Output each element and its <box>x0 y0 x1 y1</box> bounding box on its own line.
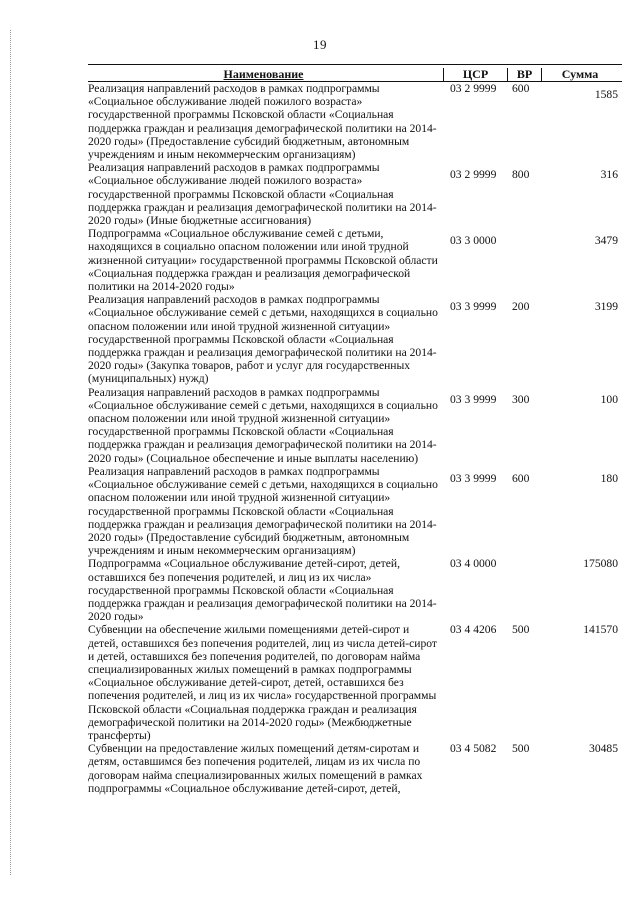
row-sum: 141570 <box>583 623 618 637</box>
row-name: Субвенции на предоставление жилых помещений детям-сиротам и детям, оставшимся без попечения родителей, лицам из их числа по договорам найма специализированных жилых помещений в рамках подпрограммы «Социальное обслуживание детей-сирот, детей, <box>88 742 423 795</box>
table-row <box>88 227 622 293</box>
row-csr: 03 3 9999 <box>450 300 497 314</box>
row-csr: 03 4 4206 <box>450 623 497 637</box>
table-row <box>88 465 622 557</box>
row-name: Реализация направлений расходов в рамках подпрограммы «Социальное обслуживание людей пожилого возраста» государственной программы Псковской области «Социальная поддержка граждан и реализация демографической политики на 2014-2020 годы» (Предоставление субсидий бюджетным, автономным учреждениям и иным некоммерческим организациям) <box>88 82 437 162</box>
row-sum: 316 <box>600 168 618 182</box>
row-vr: 800 <box>512 168 530 182</box>
row-sum: 100 <box>600 392 618 406</box>
row-vr: 200 <box>512 300 530 314</box>
row-vr: 500 <box>512 623 530 637</box>
row-csr: 03 3 9999 <box>450 471 497 485</box>
table-row <box>88 161 622 227</box>
row-sum: 30485 <box>589 742 618 756</box>
header-vr: ВР <box>508 68 542 81</box>
table-row <box>88 293 622 385</box>
row-vr: 500 <box>512 742 530 756</box>
header-csr: ЦСР <box>444 68 508 81</box>
table-row <box>88 623 622 742</box>
row-name: Подпрограмма «Социальное обслуживание детей-сирот, детей, оставшихся без попечения родителей, и лиц из их числа» государственной программы Псковской области «Социальная поддержка граждан и реализация демографической политики на 2014-2020 годы» <box>88 557 437 624</box>
row-vr: 300 <box>512 392 530 406</box>
row-name: Реализация направлений расходов в рамках подпрограммы «Социальное обслуживание людей пожилого возраста» государственной программы Псковской области «Социальная поддержка граждан и реализация демографической политики на 2014-2020 годы» (Иные бюджетные ассигнования) <box>88 161 437 228</box>
page-number: 19 <box>313 37 327 52</box>
row-sum: 175080 <box>583 557 618 571</box>
row-name: Подпрограмма «Социальное обслуживание семей с детьми, находящихся в социально опасном положении или иной трудной жизненной ситуации» государственной программы Псковской области «Социальная поддержка граждан и реализация демографической политики на 2014-2020 годы» <box>88 227 438 294</box>
row-name: Субвенции на обеспечение жилыми помещениями детей-сирот и детей, оставшихся без попечения родителей, лиц из числа детей-сирот и детей, оставшихся без попечения родителей, по договорам найма специализированных жилых помещений в рамках подпрограммы «Социальное обслуживание детей-сирот, детей, оставшихся без попечения родителей, и лиц из их числа» государственной программы Псковской области «Социальная поддержка граждан и реализация демографической политики на 2014-2020 годы» (Межбюджетные трансферты) <box>88 623 437 742</box>
row-csr: 03 4 5082 <box>450 742 497 756</box>
header-sum: Сумма <box>561 66 599 81</box>
row-vr: 600 <box>512 471 530 485</box>
row-csr: 03 3 0000 <box>450 234 497 248</box>
row-csr: 03 2 9999 <box>450 82 497 95</box>
row-sum: 3199 <box>594 300 618 314</box>
table-row <box>88 742 622 795</box>
row-csr: 03 3 9999 <box>450 392 497 406</box>
row-csr: 03 4 0000 <box>450 557 497 571</box>
row-vr: 600 <box>512 82 530 95</box>
table-row <box>88 557 622 623</box>
page-edge-dotted-line <box>10 30 11 875</box>
row-sum: 1585 <box>594 88 618 101</box>
row-csr: 03 2 9999 <box>450 168 497 182</box>
table-row <box>88 386 622 465</box>
row-sum: 3479 <box>594 234 618 248</box>
header-name: Наименование <box>88 68 444 81</box>
row-name: Реализация направлений расходов в рамках подпрограммы «Социальное обслуживание семей с детьми, находящихся в социально опасном положении или иной трудной жизненной ситуации» государственной программы Псковской области «Социальная поддержка граждан и реализация демографической политики на 2014-2020 годы» (Социальное обеспечение и иные выплаты населению) <box>88 385 438 465</box>
row-name: Реализация направлений расходов в рамках подпрограммы «Социальное обслуживание семей с детьми, находящихся в социально опасном положении или иной трудной жизненной ситуации» государственной программы Псковской области «Социальная поддержка граждан и реализация демографической политики на 2014-2020 годы» (Закупка товаров, работ и услуг для государственных (муниципальных) нужд) <box>88 293 438 386</box>
table-row <box>88 82 622 161</box>
row-name: Реализация направлений расходов в рамках подпрограммы «Социальное обслуживание семей с детьми, находящихся в социально опасном положении или иной трудной жизненной ситуации» государственной программы Псковской области «Социальная поддержка граждан и реализация демографической политики на 2014-2020 годы» (Предоставление субсидий бюджетным, автономным учреждениям и иным некоммерческим организациям) <box>88 464 438 558</box>
table-header <box>88 64 622 82</box>
row-sum: 180 <box>600 471 618 485</box>
budget-table <box>88 64 622 795</box>
